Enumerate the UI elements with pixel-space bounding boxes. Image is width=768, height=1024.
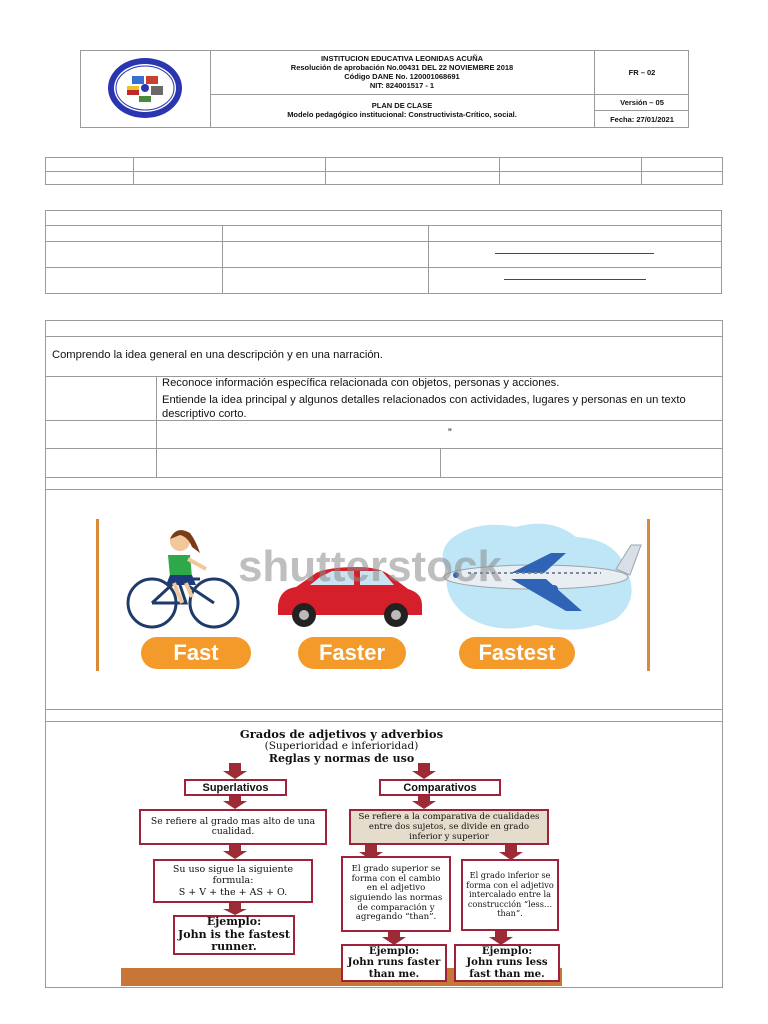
divider — [156, 376, 157, 477]
superlativos-formula: Su uso sigue la siguiente formula: S + V + the + AS + O. — [153, 859, 313, 903]
pedagogical-model: Modelo pedagógico institucional: Constructivista-Crítico, social. — [287, 110, 517, 119]
email-link-1[interactable] — [495, 253, 654, 254]
divider — [45, 489, 723, 490]
email-link-2[interactable] — [504, 279, 646, 280]
specific-objective-1: Reconoce información específica relacionada con objetos, personas y acciones. — [162, 377, 560, 389]
divider — [210, 94, 689, 95]
version-label: Versión – 05 — [620, 98, 664, 107]
divider — [641, 157, 642, 185]
divider — [45, 721, 723, 722]
divider — [133, 157, 134, 185]
divider — [594, 50, 595, 128]
comparativos-label: Comparativos — [379, 779, 501, 796]
dane-code: Código DANE No. 120001068691 — [344, 72, 460, 81]
superlativos-label: Superlativos — [184, 779, 287, 796]
info-table-2 — [45, 210, 722, 294]
quote-mark: ” — [448, 427, 452, 439]
word-faster: Faster — [298, 637, 406, 669]
divider — [428, 225, 429, 294]
divider — [440, 448, 441, 477]
word-fastest: Fastest — [459, 637, 575, 669]
nit-text: NIT: 824001517 - 1 — [369, 81, 435, 90]
divider — [45, 225, 722, 226]
institution-name: INSTITUCION EDUCATIVA LEONIDAS ACUÑA — [320, 54, 484, 63]
form-code: FR – 02 — [628, 68, 656, 77]
divider — [325, 157, 326, 185]
diagram-subtitle: (Superioridad e inferioridad) — [264, 740, 419, 752]
divider — [45, 477, 723, 478]
divider — [45, 448, 723, 449]
specific-objective-2: Entiende la idea principal y algunos detalles relacionados con actividades, lugares y personas en un texto descriptivo corto. — [162, 394, 686, 420]
plan-title: PLAN DE CLASE — [371, 101, 433, 110]
divider — [499, 157, 500, 185]
divider — [45, 336, 723, 337]
comparativos-inferior-example: Ejemplo: John runs less fast than me. — [454, 944, 560, 982]
superlativos-example: Ejemplo: John is the fastest runner. — [173, 915, 295, 955]
general-objective: Comprendo la idea general en una descripción y en una narración. — [52, 349, 383, 361]
resolution-text: Resolución de aprobación No.00431 DEL 22 NOVIEMBRE 2018 — [290, 63, 514, 72]
adjectives-diagram — [121, 725, 562, 986]
divider — [594, 110, 689, 111]
divider — [45, 709, 723, 710]
diagram-subtitle-2: Reglas y normas de uso — [268, 752, 415, 765]
divider — [45, 267, 722, 268]
girl-on-bicycle — [128, 530, 238, 627]
divider — [210, 50, 211, 128]
comparativos-superior-rule: El grado superior se forma con el cambio en el adjetivo siguiendo las normas de comparación y agregando “than”. — [341, 856, 451, 932]
date-label: Fecha: 27/01/2021 — [610, 115, 674, 124]
comparativos-superior-example: Ejemplo: John runs faster than me. — [341, 944, 447, 982]
comparativos-definition: Se refiere a la comparativa de cualidades entre dos sujetos, se divide en grado inferior y superior — [349, 809, 549, 845]
comparativos-inferior-rule: El grado inferior se forma con el adjetivo intercalado entre la construcción “less…than”. — [461, 859, 559, 931]
speed-comparison-image — [96, 519, 650, 671]
superlativos-definition: Se refiere al grado mas alto de una cualidad. — [139, 809, 327, 845]
watermark: shutterstock — [237, 542, 503, 591]
divider — [45, 241, 722, 242]
diagram-title: Grados de adjetivos y adverbios — [239, 727, 444, 741]
divider — [45, 171, 723, 172]
word-fast: Fast — [141, 637, 251, 669]
divider — [222, 225, 223, 294]
institution-logo — [105, 56, 185, 120]
